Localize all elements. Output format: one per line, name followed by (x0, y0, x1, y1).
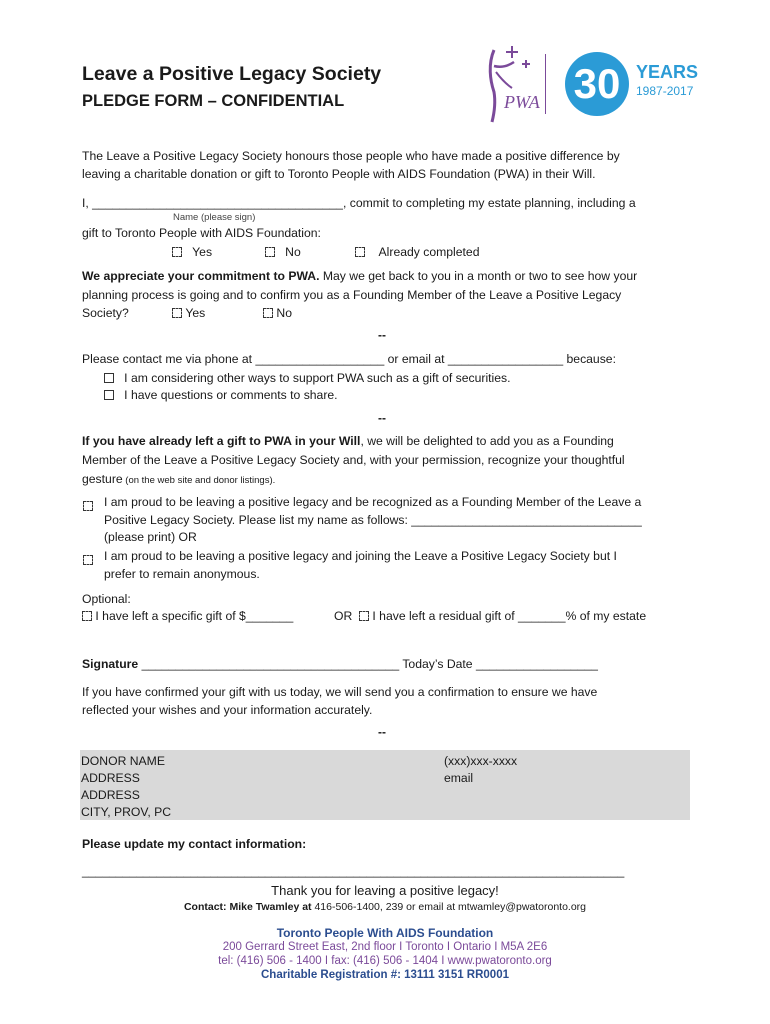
donor-city: CITY, PROV, PC (81, 805, 172, 819)
update-label: Please update my contact information: (82, 837, 307, 851)
checkbox[interactable] (104, 390, 114, 400)
intro-line-2: leaving a charitable donation or gift to Toronto People with AIDS Foundation (PWA) in their Will. (82, 167, 596, 181)
commit-line-2: gift to Toronto People with AIDS Foundation: (82, 226, 321, 240)
already-option-2-line-1: I am proud to be leaving a positive legacy and joining the Leave a Positive Legacy Society but I (104, 549, 617, 563)
anniversary-number: 30 (573, 60, 621, 107)
form-title: Leave a Positive Legacy Society (82, 63, 382, 85)
contact-line[interactable]: Please contact me via phone at ___________________ or email at _________________ because: (82, 352, 616, 366)
appreciate-line-1: We appreciate your commitment to PWA. May we get back to you in a month or two to see how your (82, 269, 638, 283)
optional-residual-gift[interactable]: I have left a residual gift of _______% of my estate (359, 607, 646, 626)
commit-option-yes[interactable]: Yes (172, 243, 212, 262)
already-option-1-line-3: (please print) OR (104, 530, 197, 544)
footer-phones: tel: (416) 506 - 1400 I fax: (416) 506 - 1404 I www.pwatoronto.org (218, 955, 552, 967)
donor-address-1: ADDRESS (81, 771, 140, 785)
optional-or: OR (334, 609, 353, 623)
confirm-line-2: reflected your wishes and your information accurately. (82, 703, 373, 717)
already-option-1-checkbox[interactable] (83, 497, 93, 515)
pwa-logo-text: PWA (504, 92, 540, 112)
appreciate-line-3: Society? (82, 306, 129, 320)
already-option-2-line-2: prefer to remain anonymous. (104, 567, 260, 581)
commit-line[interactable]: I, _____________________________________, commit to completing my estate planning, including a (82, 196, 636, 210)
checkbox[interactable] (263, 308, 273, 318)
separator: -- (378, 725, 386, 739)
appreciate-option-yes[interactable]: Yes (172, 304, 205, 323)
already-line-2: Member of the Leave a Positive Legacy Society and, with your permission, recognize your thoughtful (82, 453, 625, 467)
donor-email: email (444, 771, 474, 785)
pwa-figure-icon (482, 44, 562, 126)
checkbox[interactable] (172, 308, 182, 318)
checkbox[interactable] (355, 247, 365, 257)
donor-phone: (xxx)xxx-xxxx (444, 754, 518, 768)
logo-divider (545, 54, 546, 114)
anniversary-badge (565, 52, 629, 116)
pwa-logo (482, 44, 562, 126)
contact-footer: Contact: Mike Twamley at 416-506-1400, 239 or email at mtwamley@pwatoronto.org (183, 901, 587, 913)
checkbox[interactable] (82, 611, 92, 621)
form-subtitle: PLEDGE FORM – CONFIDENTIAL (82, 92, 345, 110)
separator: -- (378, 328, 386, 342)
footer-charity: Charitable Registration #: 13111 3151 RR0001 (260, 969, 509, 981)
commit-option-completed[interactable]: Already completed (355, 243, 480, 262)
already-line-3: gesture (on the web site and donor listings). (82, 472, 276, 486)
donor-info-box (80, 750, 690, 820)
contact-option-2[interactable]: I have questions or comments to share. (104, 386, 338, 405)
anniversary-range: 1987-2017 (636, 84, 694, 98)
donor-address-2: ADDRESS (81, 788, 140, 802)
already-line-1: If you have already left a gift to PWA in your Will, we will be delighted to add you as a Founding (82, 434, 614, 448)
signature-line[interactable]: Signature ______________________________________ Today’s Date __________________ (82, 657, 598, 671)
footer-org: Toronto People With AIDS Foundation (276, 926, 494, 940)
checkbox[interactable] (265, 247, 275, 257)
optional-label: Optional: (82, 592, 131, 606)
name-sign-label: Name (please sign) (173, 212, 256, 223)
appreciate-line-2: planning process is going and to confirm you as a Founding Member of the Leave a Positive Legacy (82, 288, 622, 302)
already-option-1-line-1: I am proud to be leaving a positive legacy and be recognized as a Founding Member of the Leave a (104, 495, 642, 509)
already-option-1-line-2[interactable]: Positive Legacy Society. Please list my name as follows: __________________________________ (104, 513, 642, 527)
commit-option-no[interactable]: No (265, 243, 301, 262)
update-line[interactable]: ________________________________________________________________________________ (82, 864, 625, 878)
already-option-2-checkbox[interactable] (83, 551, 93, 569)
checkbox[interactable] (359, 611, 369, 621)
appreciate-option-no[interactable]: No (263, 304, 292, 323)
checkbox[interactable] (104, 373, 114, 383)
separator: -- (378, 411, 386, 425)
checkbox[interactable] (172, 247, 182, 257)
thank-you: Thank you for leaving a positive legacy! (271, 883, 499, 898)
contact-option-1[interactable]: I am considering other ways to support PWA such as a gift of securities. (104, 369, 511, 388)
donor-name: DONOR NAME (81, 754, 165, 768)
intro-line-1: The Leave a Positive Legacy Society honours those people who have made a positive difference by (82, 149, 620, 163)
optional-specific-gift[interactable]: I have left a specific gift of $_______ (82, 607, 293, 626)
anniversary-word: YEARS (636, 62, 699, 82)
confirm-line-1: If you have confirmed your gift with us today, we will send you a confirmation to ensure we have (82, 685, 598, 699)
footer-address: 200 Gerrard Street East, 2nd floor I Toronto I Ontario I M5A 2E6 (222, 941, 548, 953)
